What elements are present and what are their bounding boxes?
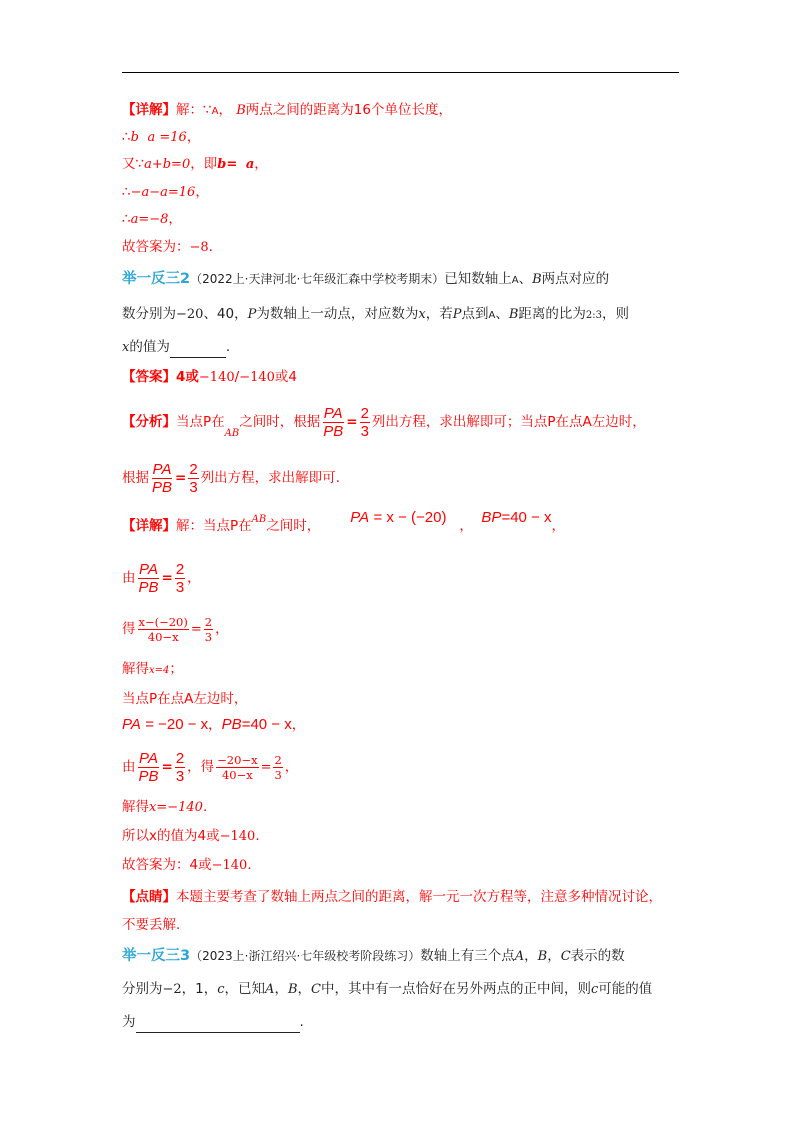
detail-line-3: 又∵a+b=0，即b= a， xyxy=(122,156,268,172)
fraction-pa-pb: $\frac{PA}{PB}$ xyxy=(323,404,344,440)
question-3-label: 举一反三3 xyxy=(122,948,191,964)
question-2-line-2: 数分别为−20、40，P为数轴上一动点，对应数为x，若P点到A、B距离的比为2:3，则 xyxy=(122,306,629,322)
answer-line: 【答案】4或−140/−140或4 xyxy=(122,369,297,385)
question-2-line-3: x的值为 . xyxy=(122,337,230,358)
fraction-2-3: $\frac{2}{3}$ xyxy=(360,404,369,440)
question-3-line-3: 为 . xyxy=(122,1012,304,1033)
detail-tag: 【详解】 xyxy=(122,102,176,118)
comment-line-2: 不要丢解. xyxy=(122,917,181,933)
detail-line-2: ∴b a =16， xyxy=(122,129,201,145)
analysis-line-2: 根据 $\frac{PA}{PB}$ = $\frac{2}{3}$ 列出方程，求出解即可. xyxy=(122,460,340,496)
step-6: 由 $\frac{PA}{PB}$ = $\frac{2}{3}$ ，得 $\frac{-20-x}{40-x}$ = $\frac{2}{3}$ ， xyxy=(122,749,299,785)
analysis-tag: 【分析】 xyxy=(122,414,176,430)
step-2: 得 $\frac{x-(-20)}{40-x}$ = $\frac{2}{3}$ ， xyxy=(122,614,229,644)
answer-blank[interactable] xyxy=(170,337,226,358)
step-4: 当点P在点A左边时， xyxy=(122,691,248,707)
detail-line-6: 故答案为：−8． xyxy=(122,239,223,255)
detail-q2-line-1: 【详解】解：当点P在$^{AB}$之间时， PA = x − (−20) ， BP=40 − x， xyxy=(122,509,565,534)
step-7: 解得x=−140. xyxy=(122,799,208,815)
question-3-line-1: 举一反三3（2023上·浙江绍兴·七年级校考阶段练习）数轴上有三个点A，B，C表示的数 xyxy=(122,948,625,964)
detail-line-4: ∴−a−a=16， xyxy=(122,184,209,200)
question-2-line-1: 举一反三2（2022上·天津河北·七年级汇森中学校考期末）已知数轴上A、B两点对应的 xyxy=(122,271,610,287)
question-3-line-2: 分别为−2，1，c，已知A，B，C中，其中有一点恰好在另外两点的正中间，则c可能的值 xyxy=(122,981,653,997)
step-9: 故答案为：4或−140. xyxy=(122,857,252,873)
analysis-line-1: 【分析】当点P在$_{AB}$之间时，根据 $\frac{PA}{PB}$ = $\frac{2}{3}$ 列出方程，求出解即可；当点P在点A左边时， xyxy=(122,404,646,440)
answer-tag: 【答案】 xyxy=(122,369,176,385)
comment-tag: 【点睛】 xyxy=(122,889,176,905)
header-rule xyxy=(122,72,679,73)
detail-line-5: ∴a=−8， xyxy=(122,211,182,227)
detail-tag-2: 【详解】 xyxy=(122,518,176,534)
step-5: PA = −20 − x，PB=40 − x， xyxy=(122,716,306,733)
step-8: 所以x的值为4或−140. xyxy=(122,828,260,844)
question-2-label: 举一反三2 xyxy=(122,271,191,287)
detail-line-1: 【详解】解：∵A， B两点之间的距离为16个单位长度， xyxy=(122,102,452,118)
comment-line-1: 【点睛】本题主要考查了数轴上两点之间的距离，解一元一次方程等，注意多种情况讨论， xyxy=(122,889,662,905)
step-3: 解得x=4； xyxy=(122,661,183,677)
step-1: 由 $\frac{PA}{PB}$ = $\frac{2}{3}$ ， xyxy=(122,560,201,596)
answer-blank-q3[interactable] xyxy=(136,1012,300,1033)
